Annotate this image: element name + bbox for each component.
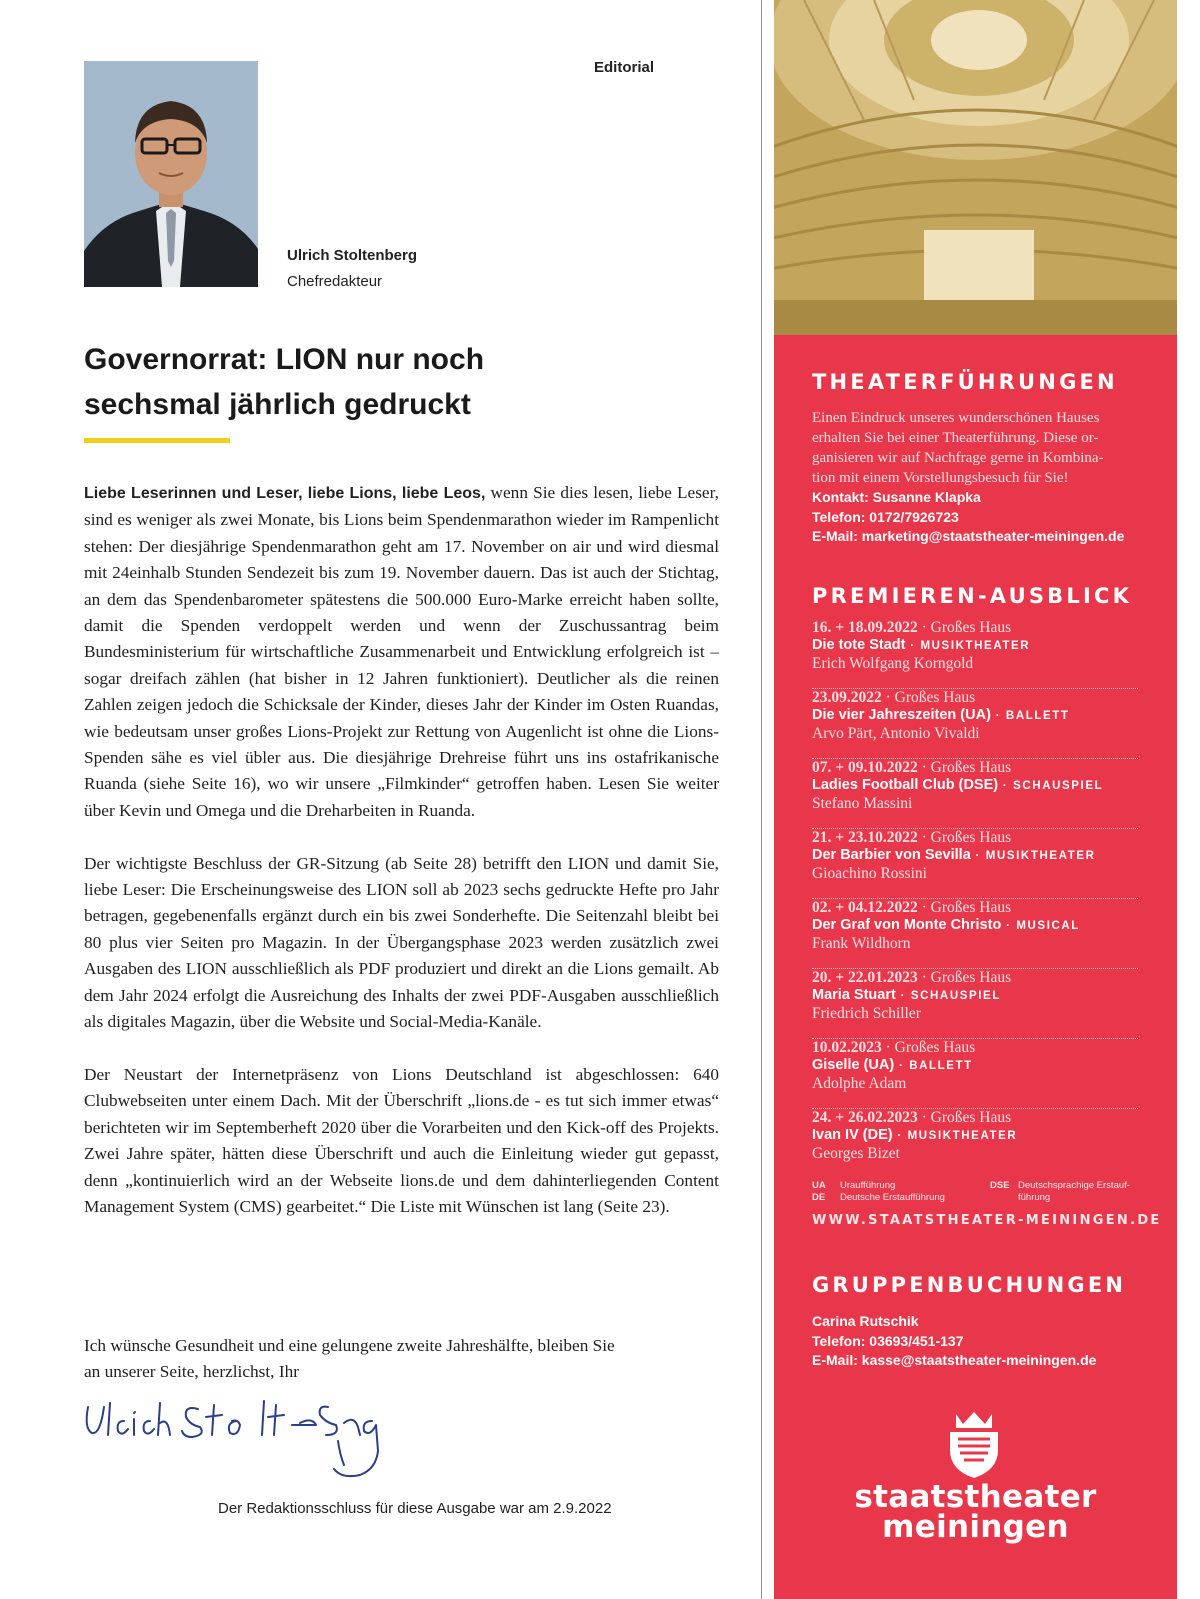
logo-line-2: meiningen <box>882 1509 1069 1545</box>
premiere-date: 07. + 09.10.2022 <box>812 759 918 776</box>
premiere-author: Erich Wolfgang Korngold <box>812 655 974 672</box>
premiere-genre: · MUSIKTHEATER <box>970 850 1096 862</box>
premiere-title: Die tote Stadt <box>812 637 906 653</box>
premiere-title: Giselle (UA) <box>812 1057 895 1073</box>
premiere-item <box>812 1109 1138 1179</box>
premiere-venue: · Großes Haus <box>881 689 976 706</box>
premiere-author: Gioachino Rossini <box>812 865 927 882</box>
premiere-date: 16. + 18.09.2022 <box>812 619 918 636</box>
premiere-title: Der Graf von Monte Christo <box>812 917 1002 933</box>
premiere-item <box>812 759 1138 829</box>
premiere-date: 23.09.2022 <box>812 689 882 706</box>
theater-advertisement <box>774 0 1177 1599</box>
premiere-date: 21. + 23.10.2022 <box>812 829 918 846</box>
tour-text-line: Einen Eindruck unseres wunderschönen Hauses <box>812 410 1100 426</box>
premiere-author: Adolphe Adam <box>812 1075 907 1092</box>
legend-abbr: DE <box>812 1192 826 1203</box>
premiere-venue: · Großes Haus <box>917 969 1012 986</box>
author-name: Ulrich Stoltenberg <box>287 247 418 264</box>
premiere-genre: · SCHAUSPIEL <box>998 780 1104 792</box>
article-body <box>84 480 719 1247</box>
premiere-genre: · SCHAUSPIEL <box>895 990 1001 1002</box>
premieres-heading: PREMIEREN-AUSBLICK <box>812 584 1133 608</box>
editorial-deadline-note: Der Redaktionsschluss für diese Ausgabe war am 2.9.2022 <box>218 1500 612 1517</box>
premiere-item <box>812 1039 1138 1109</box>
headline <box>84 337 704 427</box>
legend-right-column <box>990 1180 1130 1204</box>
premiere-genre: · MUSIKTHEATER <box>892 1130 1018 1142</box>
premiere-date: 24. + 26.02.2023 <box>812 1109 918 1126</box>
premiere-title: Der Barbier von Sevilla <box>812 847 971 863</box>
column-divider <box>761 0 762 1599</box>
group-contact-email: E-Mail: kasse@staatstheater-meiningen.de <box>812 1352 1097 1368</box>
premiere-item <box>812 829 1138 899</box>
premiere-author: Georges Bizet <box>812 1145 900 1162</box>
premiere-date: 10.02.2023 <box>812 1039 882 1056</box>
crown-shield-icon <box>946 1410 1002 1480</box>
headline-line-1: Governorrat: LION nur noch <box>84 343 485 376</box>
tour-description <box>812 408 1152 488</box>
logo-wordmark <box>774 1479 1177 1545</box>
tour-text-line: tion mit einem Vorstellungsbesuch für Sie! <box>812 470 1069 486</box>
premiere-genre: · MUSICAL <box>1001 920 1080 932</box>
legend-left-column <box>812 1180 945 1204</box>
premiere-genre: · BALLETT <box>894 1060 973 1072</box>
premiere-date: 02. + 04.12.2022 <box>812 899 918 916</box>
legend-abbr: DSE <box>990 1180 1010 1191</box>
premiere-genre: · MUSIKTHEATER <box>905 640 1031 652</box>
paragraph-1 <box>84 480 719 824</box>
tour-text-line: erhalten Sie bei einer Theaterführung. Diese or- <box>812 430 1099 446</box>
premiere-author: Arvo Pärt, Antonio Vivaldi <box>812 725 980 742</box>
premiere-venue: · Großes Haus <box>917 619 1012 636</box>
author-role: Chefredakteur <box>287 273 383 290</box>
group-contact-phone: Telefon: 03693/451-137 <box>812 1332 964 1349</box>
premieres-list <box>812 619 1138 1179</box>
legend-text: Uraufführung <box>840 1180 896 1191</box>
staatstheater-logo <box>774 1410 1177 1570</box>
premiere-title: Maria Stuart <box>812 987 896 1003</box>
legend-abbr: UA <box>812 1180 826 1191</box>
premiere-item <box>812 969 1138 1039</box>
tour-contact-block <box>812 488 1162 547</box>
tour-contact-name: Kontakt: Susanne Klapka <box>812 489 981 505</box>
group-contact-block <box>812 1312 1162 1371</box>
closing-line-2: an unserer Seite, herzlichst, Ihr <box>84 1362 299 1382</box>
lead-salutation: Liebe Leserinnen und Leser, liebe Lions, liebe Leos, <box>84 485 486 502</box>
tour-contact-email: E-Mail: marketing@staatstheater-meiningen.de <box>812 528 1125 544</box>
premiere-item <box>812 619 1138 689</box>
author-photo <box>84 61 258 287</box>
group-contact-name: Carina Rutschik <box>812 1313 919 1329</box>
tour-contact-phone: Telefon: 0172/7926723 <box>812 508 959 525</box>
premiere-title: Die vier Jahreszeiten (UA) <box>812 707 991 723</box>
premiere-date: 20. + 22.01.2023 <box>812 969 918 986</box>
premiere-venue: · Großes Haus <box>917 759 1012 776</box>
logo-line-1: staatstheater <box>854 1479 1097 1515</box>
tour-heading: THEATERFÜHRUNGEN <box>812 370 1118 394</box>
paragraph-3: Der Neustart der Internetpräsenz von Lions Deutschland ist abgeschlossen: 640 Clubwebseiten unter einem Dach. Mit der Überschrift „lions.de - es tut sich immer etwas“ berichteten wir im Septemberheft 2020 über die Vorarbeiten und den Kick-off des Projekts. Zwei Jahre später, hätten diese Überschrift und auch die Einleitung wieder gut gepasst, denn „kontinuierlich wird an der Webseite lions.de und dem dahinterliegenden Content Management System (CMS) gearbeitet.“ Die Liste mit Wünschen ist lang (Seite 23). <box>84 1064 719 1216</box>
premiere-item <box>812 689 1138 759</box>
legend-text: führung <box>1018 1192 1051 1203</box>
paragraph-1-text: wenn Sie dies lesen, liebe Leser, sind es weniger als zwei Monate, bis Lions beim Spendenmarathon wieder im Rampenlicht stehen: Der diesjährige Spendenmarathon geht am 17. November on air und wird diesmal mit 24einhalb Stunden Sendezeit bis zum 19. November dauern. Das ist auch der Stichtag, an dem das Spendenbarometer spätestens die 500.000 Euro-Marke erreicht haben sollte, damit die Spenden verdoppelt werden und wenn der Zuschussantrag beim Bundesministerium für wirtschaftliche Zusammenarbeit und Entwicklung erfolgreich ist – sogar dreifach zählen (hat bisher in 12 Jahren funktioniert). Deutlicher als die reinen Zahlen zeigen jedoch die Schicksale der Kinder, dieses Jahr der Kinder im Osten Ruandas, wie bedeutsam unser großes Lions-Projekt zur Rettung von Augenlicht ist ohne die Lions-Spenden sähe es viel übler aus. Die diesjährige Drehreise führt uns ins ostafrikanische Ruanda (siehe Seite 16), wo wir unsere „Filmkinder“ getroffen haben. Lesen Sie weiter über Kevin und Omega und die Dreharbeiten in Ruanda. <box>84 483 719 820</box>
headline-accent-rule <box>84 438 230 443</box>
premiere-author: Frank Wildhorn <box>812 935 911 952</box>
premiere-genre: · BALLETT <box>990 710 1070 722</box>
premiere-title: Ladies Football Club (DSE) <box>812 777 999 793</box>
headline-line-2: sechsmal jährlich gedruckt <box>84 388 471 421</box>
premiere-venue: · Großes Haus <box>917 1109 1012 1126</box>
group-booking-heading: GRUPPENBUCHUNGEN <box>812 1273 1127 1297</box>
closing-text <box>84 1333 684 1386</box>
premiere-author: Friedrich Schiller <box>812 1005 921 1022</box>
premiere-title: Ivan IV (DE) <box>812 1127 893 1143</box>
premiere-venue: · Großes Haus <box>917 899 1012 916</box>
theater-auditorium-image <box>774 0 1177 335</box>
tour-text-line: ganisieren wir auf Nachfrage gerne in Kombina- <box>812 450 1104 466</box>
handwritten-signature <box>80 1395 400 1485</box>
premiere-author: Stefano Massini <box>812 795 913 812</box>
theater-website[interactable]: WWW.STAATSTHEATER-MEININGEN.DE <box>812 1213 1162 1228</box>
premiere-venue: · Großes Haus <box>917 829 1012 846</box>
paragraph-2: Der wichtigste Beschluss der GR-Sitzung (ab Seite 28) betrifft den LION und damit Sie, liebe Leser: Die Erscheinungsweise des LION soll ab 2023 sechs gedruckte Hefte pro Jahr betragen, gegebenenfalls ergänzt durch ein bis zwei Sonderhefte. Die Seitenzahl bleibt bei 80 plus vier Seiten pro Magazin. In der Übergangsphase 2023 werden zusätzlich zwei Ausgaben des LION ausschließlich als PDF produziert und direkt an die Lions gemailt. Ab dem Jahr 2024 erfolgt die Ausreichung des Inhalts der zwei PDF-Ausgaben ausschließlich als digitales Magazin, über die Website und Social-Media-Kanäle. <box>84 853 719 1032</box>
legend-text: Deutschsprachige Erstauf- <box>1018 1180 1130 1191</box>
premiere-venue: · Großes Haus <box>881 1039 976 1056</box>
closing-line-1: Ich wünsche Gesundheit und eine gelungene zweite Jahreshälfte, bleiben Sie <box>84 1336 615 1355</box>
section-label: Editorial <box>594 59 655 76</box>
premiere-item <box>812 899 1138 969</box>
legend-text: Deutsche Erstaufführung <box>840 1192 945 1203</box>
